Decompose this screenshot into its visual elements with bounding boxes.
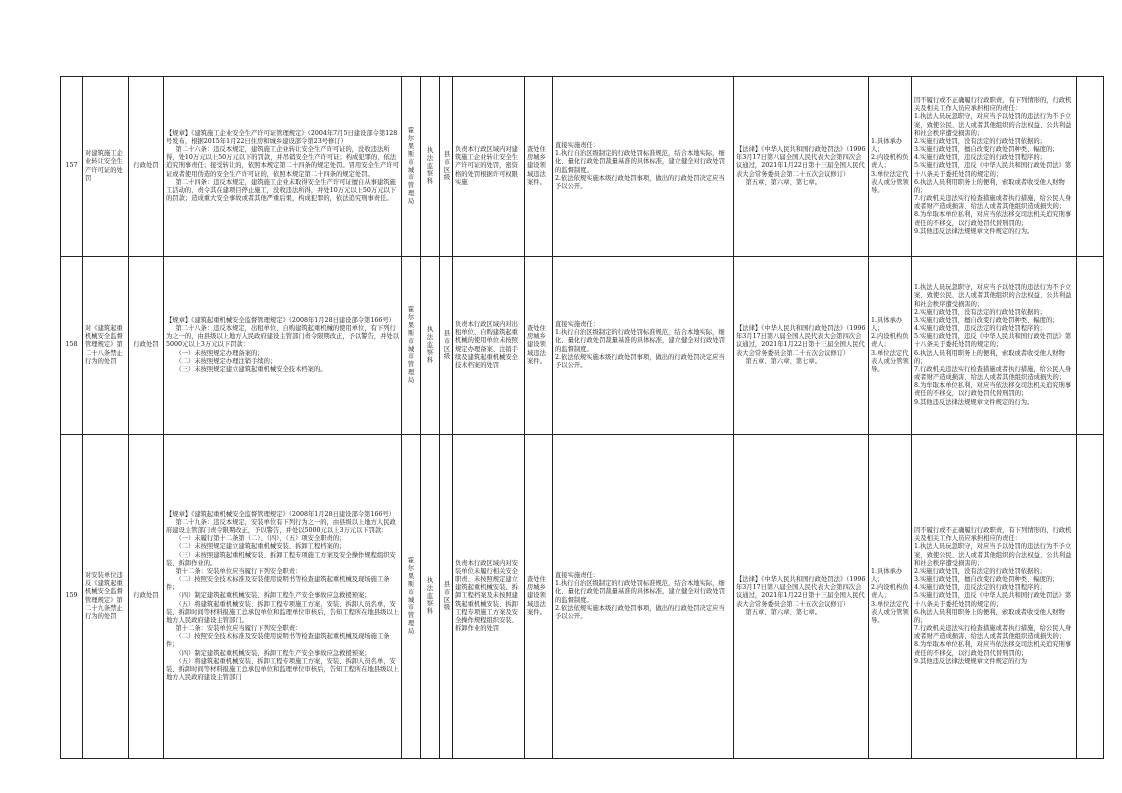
responsible-department: 执法监察科	[421, 77, 440, 257]
accountability-line: 6.执法人员利用职务上的便利，索取或者收受他人财物的；	[914, 608, 1065, 624]
row-number: 159	[61, 435, 83, 759]
legal-basis-paragraph: 【规章】《建筑起重机械安全监督管理规定》（2008年1月28日建设部令第166号）	[166, 510, 395, 518]
accountability-line: 3.实施行政处罚，擅自改变行政处罚种类、幅度的；	[914, 146, 1059, 154]
power-list-sheet	[60, 76, 1072, 758]
exercise-level: 县市区级	[440, 257, 453, 435]
accountability-line: 9.其他违反法律法规规章文件规定的行为	[914, 657, 1028, 665]
responsible-persons-cell	[869, 257, 912, 435]
accountability-line: 6.执法人员利用职务上的便利，索取或者收受他人财物的；	[914, 178, 1065, 194]
item-name: 对建筑施工企业转让安全生产许可证的处罚	[83, 77, 129, 257]
legal-basis-cell	[164, 77, 402, 257]
duty-line: 2.依法依规实施本级行政处罚事项，做出的行政处罚决定应当予以公开。	[555, 353, 725, 369]
duty-basis-line: 第五章、第六章、第七章。	[745, 178, 821, 186]
legal-basis-paragraph: （二）未按照规定建立建筑起重机械安装、拆卸工程档案的；	[175, 543, 346, 551]
accountability-line: 4.实施行政处罚，违反法定的行政处罚程序的；	[914, 325, 1046, 333]
row-number: 157	[61, 77, 83, 257]
accountability-line: 因不履行或不正确履行行政职责，有下列情形的，行政机关及相关工作人员应承担相应的责任：	[914, 97, 1072, 113]
duty-basis-line: 第五章、第六章、第七章。	[745, 608, 821, 616]
responsible-person: 2.内设机构负责人；	[871, 333, 909, 349]
legal-basis-paragraph: （二）未按照规定办理注销手续的；	[175, 357, 277, 365]
accountability-line: 8.为牟取本单位私利，对应当依法移交司法机关追究刑事责任的不移交，以行政处罚代替刑罚的；	[914, 211, 1072, 227]
legal-basis-cell	[164, 257, 402, 435]
item-name: 对《建筑起重机械安全监督管理规定》第二十八条禁止行为的处罚	[83, 257, 129, 435]
table-row	[61, 257, 1104, 435]
duty-basis-line: 第五章、第六章、第七章。	[745, 357, 821, 365]
accountability-line: 5.实施行政处罚，违反《中华人民共和国行政处罚法》第十八条关于委托处罚的规定的；	[914, 333, 1072, 349]
legal-basis-paragraph: 【规章】《建筑施工企业安全生产许可证管理规定》（2004年7月5日建设部令第128号发布，根据2015年1月22日住房和城乡建设部令第23号修订）	[166, 129, 398, 145]
legal-basis-paragraph: （三）未按照建筑起重机械安装、拆卸工程专项施工方案及安全操作规程组织安装、拆卸作业的。	[166, 551, 396, 567]
duty-line: 2.依法依规实施本级行政处罚事项，做出的行政处罚决定应当予以公开。	[555, 604, 725, 620]
legal-basis-paragraph: （三）未按照规定建立建筑起重机械安全技术档案的。	[175, 365, 327, 373]
duty-basis-cell	[734, 435, 869, 759]
responsible-person: 3.单位法定代表人或分管领导。	[871, 170, 909, 194]
legal-basis-paragraph: 第二十四条：违反本规定，建筑施工企业未取得安全生产许可证擅自从事建筑施工活动的，责令其在建项目停止施工，没收违法所得，并处10万元以上50万元以下的罚款；造成重大安全事故或者其他严重后果，构成犯罪的，依法追究刑事责任。	[166, 178, 397, 203]
responsible-person: 2.内设机构负责人；	[871, 154, 909, 170]
duty-line: 直接实施责任：	[555, 141, 600, 149]
legal-basis-paragraph: （一）未履行第十二条第（二）、（四）、（五）项安全职责的；	[175, 535, 346, 543]
duty-scope: 查处住房城乡建设领域违法案件。	[525, 77, 553, 257]
legal-basis-cell	[164, 435, 402, 759]
table-row	[61, 435, 1104, 759]
duty-basis-cell	[734, 257, 869, 435]
accountability-line: 1.执法人员玩忽职守，对应当予以处罚的违法行为不予立案，致使公民、法人或者其他组织的合法权益、公共利益和社会秩序遭受损害的；	[914, 543, 1072, 567]
item-type: 行政处罚	[129, 77, 164, 257]
duty-cell	[553, 257, 734, 435]
power-list-table	[60, 76, 1104, 759]
accountability-line: 4.实施行政处罚，违反法定的行政处罚程序的；	[914, 584, 1046, 592]
legal-basis-paragraph: 【规章】《建筑起重机械安全监督管理规定》（2008年1月28日建设部令第166号）	[166, 316, 395, 324]
accountability-line: 7.行政机关违法实行检查措施或者执行措施，给公民人身或者财产造成损害、给法人或者其他组织造成损失的；	[914, 625, 1072, 641]
responsible-person: 3.单位法定代表人或分管领导。	[871, 600, 909, 624]
responsible-person: 2.内设机构负责人；	[871, 584, 909, 600]
responsible-persons-cell	[869, 77, 912, 257]
accountability-cell	[912, 77, 1077, 257]
accountability-line: 1.执法人员玩忽职守，对应当予以处罚的违法行为不予立案，致使公民、法人或者其他组织的合法权益、公共利益和社会秩序遭受损害的；	[914, 284, 1072, 308]
duty-basis-cell	[734, 77, 869, 257]
accountability-line: 5.实施行政处罚，违反《中华人民共和国行政处罚法》第十八条关于委托处罚的规定的；	[914, 162, 1072, 178]
responsible-person: 1.具体承办人；	[871, 567, 903, 584]
duty-basis-line: 【法律】《中华人民共和国行政处罚法》（1996年3月17日第八届全国人民代表大会第四次会议通过，2021年1月22日第十三届全国人民代表大会常务委员会第二十五次会议修订）	[736, 325, 866, 357]
responsible-department: 执法监察科	[421, 257, 440, 435]
implementing-subject: 霍尔果斯市城市管理局	[402, 435, 421, 759]
accountability-cell	[912, 257, 1077, 435]
duty-line: 1.执行自治区级制定的行政处罚标准规范，结合本地实际，细化、量化行政处罚裁量基准的具体标准，建立健全对行政处罚的监督制度。	[555, 150, 726, 174]
accountability-line: 9.其他违反法律法规规章文件规定的行为。	[914, 227, 1034, 235]
accountability-line: 2.实施行政处罚，没有法定的行政处罚依据的；	[914, 567, 1046, 575]
legal-basis-paragraph: 第二十九条：违反本规定，安装单位有下列行为之一的，由县级以上地方人民政府建设主管部门责令限期改正，予以警告，并处以5000元以上3万元以下罚款：	[166, 518, 396, 535]
responsible-persons-cell	[869, 435, 912, 759]
responsible-person: 1.具体承办人；	[871, 137, 903, 154]
remarks	[1077, 257, 1104, 435]
duty-basis-line: 【法律】《中华人民共和国行政处罚法》（1996年3月17日第八届全国人民代表大会第四次会议通过，2021年1月22日第十三届全国人民代表大会常务委员会第二十五次会议修订）	[736, 146, 866, 178]
item-type: 行政处罚	[129, 257, 164, 435]
accountability-line: 9.其他违反法律法规规章文件规定的行为。	[914, 398, 1034, 406]
item-type: 行政处罚	[129, 435, 164, 759]
duty-scope: 查处住房城乡建设领域违法案件。	[525, 435, 553, 759]
legal-basis-paragraph: （二）按照安全技术标准及安装使用说明书等检查建筑起重机械及现场施工条件；	[166, 576, 390, 592]
legal-basis-paragraph: （四）制定建筑起重机械安装、拆卸工程生产安全事故应急救援预案；	[175, 649, 371, 657]
responsible-department: 执法监察科	[421, 435, 440, 759]
accountability-line: 8.为牟取本单位私利，对应当依法移交司法机关追究刑事责任的不移交，以行政处罚代替刑罚的；	[914, 641, 1072, 657]
remarks	[1077, 435, 1104, 759]
accountability-line: 2.实施行政处罚，没有法定的行政处罚依据的；	[914, 137, 1046, 145]
duty-scope: 查处住房城乡建设领域违法案件。	[525, 257, 553, 435]
exercise-level: 县市区级	[440, 435, 453, 759]
accountability-line: 2.实施行政处罚，没有法定的行政处罚依据的；	[914, 308, 1046, 316]
accountability-line: 3.实施行政处罚，擅自改变行政处罚种类、幅度的；	[914, 316, 1059, 324]
accountability-line: 7.行政机关违法实行检查措施或者执行措施，给公民人身或者财产造成损害、给法人或者其他组织造成损失的；	[914, 365, 1072, 382]
duty-line: 直接实施责任：	[555, 320, 600, 328]
remarks	[1077, 77, 1104, 257]
accountability-line: 因不履行或不正确履行行政职责，有下列情形的，行政机关及相关工作人员应承担相应的责任：	[914, 527, 1072, 543]
legal-basis-paragraph: （二）按照安全技术标准及安装使用说明书等检查建筑起重机械及现场施工条件；	[166, 633, 390, 649]
accountability-line: 1.执法人员玩忽职守，对应当予以处罚的违法行为不予立案，致使公民、法人或者其他组织的合法权益、公共利益和社会秩序遭受损害的；	[914, 113, 1072, 137]
legal-basis-paragraph: 第十二条：安装单位应当履行下列安全职责：	[175, 567, 302, 575]
duty-line: 2.依法依规实施本级行政处罚事项，做出的行政处罚决定应当予以公开。	[555, 174, 725, 190]
accountability-line: 7.行政机关违法实行检查措施或者执行措施，给公民人身或者财产造成损害、给法人或者其他组织造成损失的；	[914, 195, 1072, 211]
exercise-level: 县市区级	[440, 77, 453, 257]
implementing-subject: 霍尔果斯市城市管理局	[402, 77, 421, 257]
duty-basis-line: 【法律】《中华人民共和国行政处罚法》（1996年3月17日第八届全国人民代表大会第四次会议通过，2021年1月22日第十三届全国人民代表大会常务委员会第二十五次会议修订）	[736, 576, 866, 608]
accountability-line: 3.实施行政处罚，擅自改变行政处罚种类、幅度的；	[914, 576, 1059, 584]
duty-line: 1.执行自治区级制定的行政处罚标准规范，结合本地实际，细化、量化行政处罚裁量基准的具体标准，建立健全对行政处罚的监督制度。	[555, 329, 726, 353]
responsible-person: 3.单位法定代表人或分管领导。	[871, 349, 909, 373]
implementing-subject: 霍尔果斯市城市管理局	[402, 257, 421, 435]
accountability-cell	[912, 435, 1077, 759]
row-number: 158	[61, 257, 83, 435]
legal-basis-paragraph: 第十二条：安装单位应当履行下列安全职责：	[175, 625, 302, 633]
power-content: 负责本行政区域内对建筑施工企业转让安全生产许可证的处罚，密资格的处罚根据许可权限实施	[453, 77, 525, 257]
accountability-line: 6.执法人员利用职务上的便利，索取或者收受他人财物的；	[914, 349, 1065, 365]
legal-basis-paragraph: 第二十六条：违反本规定，建筑施工企业转让安全生产许可证的，没收违法所得，处10万元以上50万元以下的罚款，并吊销安全生产许可证；构成犯罪的，依法追究刑事责任；接受转让的，依照本规定第二十四条的规定处罚。冒用安全生产许可证或者使用伪造的安全生产许可证的，依照本规定第二十四条的规定处罚。	[166, 146, 399, 178]
duty-line: 1.执行自治区级制定的行政处罚标准规范，结合本地实际，细化、量化行政处罚裁量基准的具体标准，建立健全对行政处罚的监督制度。	[555, 580, 726, 604]
item-name: 对安装单位违反《建筑起重机械安全监督管理规定》第二十九条禁止行为的处罚	[83, 435, 129, 759]
responsible-person: 1.具体承办人；	[871, 316, 903, 333]
power-content: 负责本行政区域内对出租单位、自购建筑起重机械的使用单位未按照规定办理备案、注销手续及建筑起重机械安全技术档案的处罚	[453, 257, 525, 435]
legal-basis-paragraph: 第二十八条：违反本规定，出租单位、自购建筑起重机械的使用单位，有下列行为之一的，由县级以上地方人民政府建设主管部门责令限期改正，予以警告，并处以5000元以上3万元以下罚款：	[166, 325, 399, 349]
legal-basis-paragraph: （五）将建筑起重机械安装、拆卸工程专项施工方案，安装、拆卸人员名单，安装、拆卸时间等材料报施工总承包单位和监理单位审核后，告知工程所在地县级以上地方人民政府建设主管部门	[166, 657, 399, 682]
power-content: 负责本行政区域内对安装单位未履行相关安全职责、未按照规定建立建筑起重机械安装、拆卸工程档案及未按照建筑起重机械安装、拆卸工程专项施工方案及安全操作规程组织安装、拆卸作业的处罚	[453, 435, 525, 759]
legal-basis-paragraph: （五）将建筑起重机械安装、拆卸工程专项施工方案，安装、拆卸人员名单，安装、拆卸时间等材料报施工总承包单位和监理单位审核后，告知工程所在地县级以上地方人民政府建设主管部门。	[166, 600, 399, 624]
duty-line: 直接实施责任：	[555, 571, 600, 579]
accountability-line: 8.为牟取本单位私利，对应当依法移交司法机关追究刑事责任的不移交，以行政处罚代替刑罚的；	[914, 382, 1072, 398]
duty-cell	[553, 77, 734, 257]
accountability-line: 5.实施行政处罚，违反《中华人民共和国行政处罚法》第十八条关于委托处罚的规定的；	[914, 592, 1072, 608]
duty-cell	[553, 435, 734, 759]
table-row	[61, 77, 1104, 257]
accountability-line: 4.实施行政处罚，违反法定的行政处罚程序的；	[914, 154, 1046, 162]
legal-basis-paragraph: （四）制定建筑起重机械安装、拆卸工程生产安全事故应急救援预案；	[175, 592, 371, 600]
legal-basis-paragraph: （一）未按照规定办理备案的；	[175, 349, 264, 357]
